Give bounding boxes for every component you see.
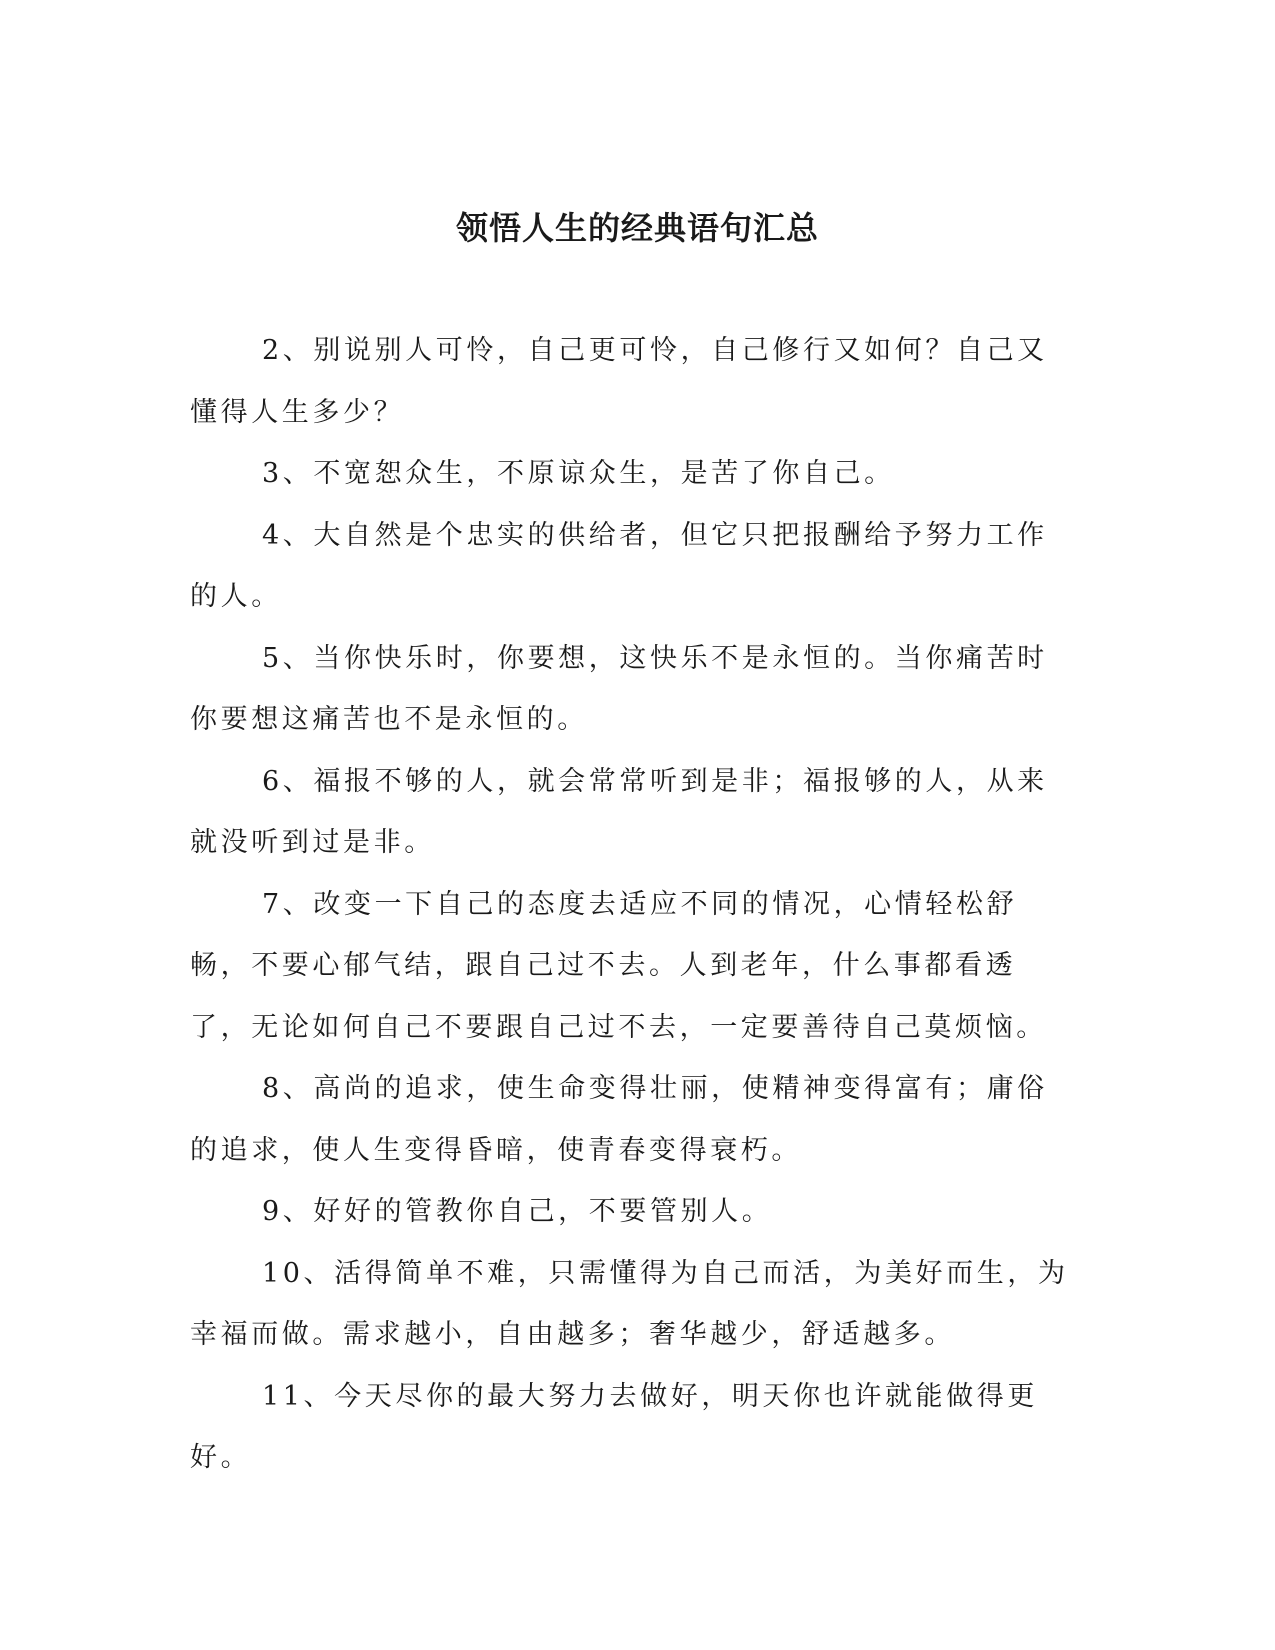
document-title: 领悟人生的经典语句汇总 [455, 209, 819, 247]
paragraph-11: 11、今天尽你的最大努力去做好，明天你也许就能做得更好。 [190, 1380, 1038, 1473]
paragraph-7: 7、改变一下自己的态度去适应不同的情况，心情轻松舒畅，不要心郁气结，跟自己过不去。人到老年，什么事都看透了，无论如何自己不要跟自己过不去，一定要善待自己莫烦恼。 [190, 888, 1047, 1043]
paragraph-10: 10、活得简单不难，只需懂得为自己而活，为美好而生，为幸福而做。需求越小，自由越多；奢华越少，舒适越多。 [190, 1257, 1069, 1350]
paragraph-6: 6、福报不够的人，就会常常听到是非；福报够的人，从来就没听到过是非。 [190, 765, 1048, 858]
paragraph-3: 3、不宽恕众生，不原谅众生，是苦了你自己。 [262, 458, 895, 489]
paragraph-8: 8、高尚的追求，使生命变得壮丽，使精神变得富有；庸俗的追求，使人生变得昏暗，使青春变得衰朽。 [190, 1073, 1048, 1166]
paragraph-9: 9、好好的管教你自己，不要管别人。 [262, 1196, 773, 1227]
document-body [190, 320, 1070, 1489]
paragraph-2: 2、别说别人可怜，自己更可怜，自己修行又如何？自己又懂得人生多少？ [190, 335, 1048, 428]
paragraph-4: 4、大自然是个忠实的供给者，但它只把报酬给予努力工作的人。 [190, 519, 1048, 612]
paragraph-5: 5、当你快乐时，你要想，这快乐不是永恒的。当你痛苦时你要想这痛苦也不是永恒的。 [190, 642, 1048, 735]
